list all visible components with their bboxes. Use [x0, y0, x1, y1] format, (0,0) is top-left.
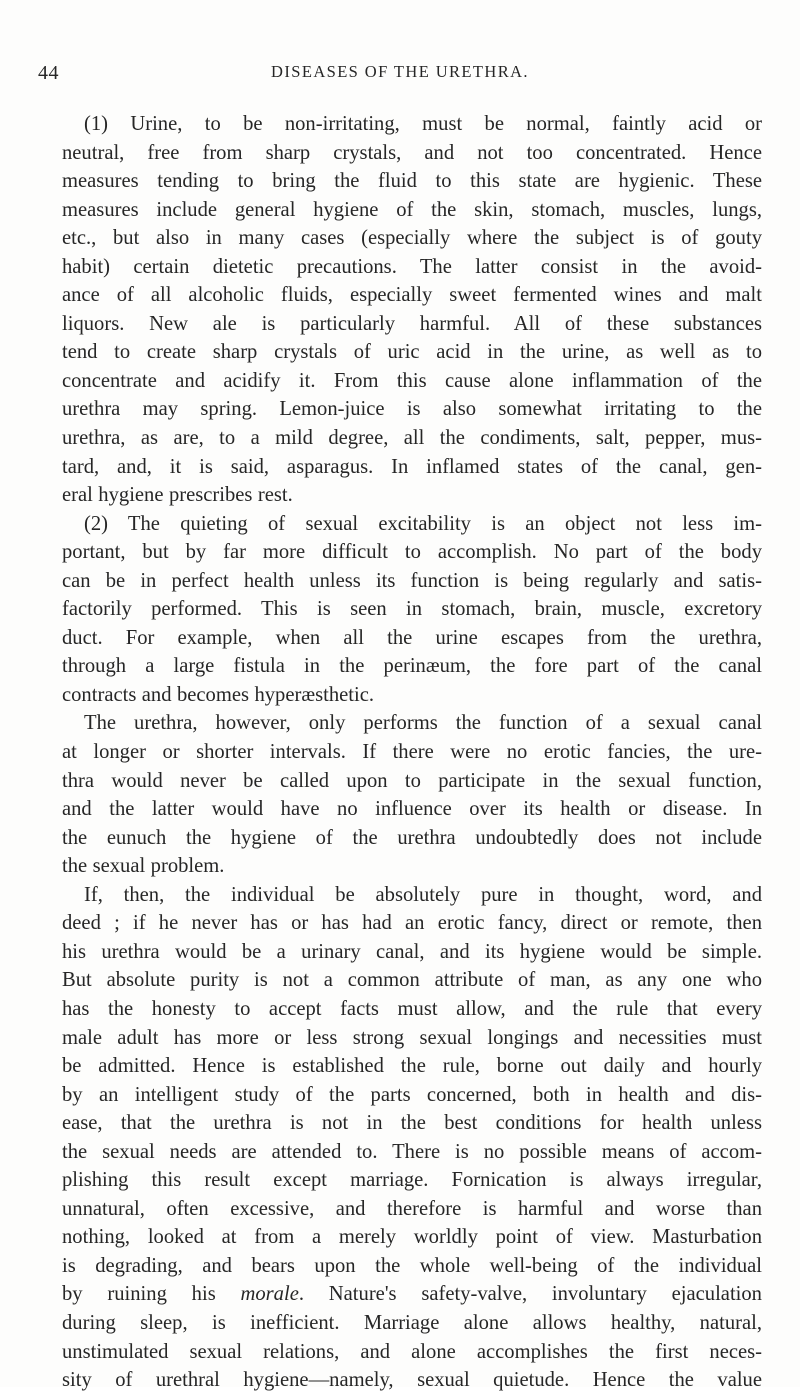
text-line: his urethra would be a urinary canal, and its hygiene would be simple.: [62, 940, 762, 963]
text-line: through a large fistula in the perinæum, the fore part of the canal: [62, 655, 762, 678]
text-line: habit) certain dietetic precautions. The latter consist in the avoid-: [62, 255, 762, 278]
text-line: deed ; if he never has or has had an erotic fancy, direct or remote, then: [62, 912, 762, 935]
text-line: eral hygiene prescribes rest.: [62, 484, 293, 507]
text-line: the eunuch the hygiene of the urethra undoubtedly does not include: [62, 826, 762, 849]
italic-word-morale: morale: [240, 1283, 299, 1306]
text-line: measures include general hygiene of the skin, stomach, muscles, lungs,: [62, 198, 762, 221]
text-line: urethra may spring. Lemon-juice is also somewhat irritating to the: [62, 398, 762, 421]
text-line: (2) The quieting of sexual excitability is an object not less im-: [84, 512, 762, 535]
text-line: is degrading, and bears upon the whole well-being of the individual: [62, 1254, 762, 1277]
text-line: neutral, free from sharp crystals, and not too concentrated. Hence: [62, 141, 762, 164]
text-line: concentrate and acidify it. From this cause alone inflammation of the: [62, 369, 762, 392]
paragraph-sexual-excitability: [62, 510, 762, 710]
text-line: tard, and, it is said, asparagus. In inflamed states of the canal, gen-: [62, 455, 762, 478]
text-line: be admitted. Hence is established the rule, borne out daily and hourly: [62, 1055, 762, 1078]
page-header: [38, 62, 762, 88]
text-line: liquors. New ale is particularly harmful. All of these substances: [62, 312, 762, 335]
text-line: can be in perfect health unless its function is being regularly and satis-: [62, 569, 762, 592]
text-line: factorily performed. This is seen in stomach, brain, muscle, excretory: [62, 598, 762, 621]
text-line: If, then, the individual be absolutely pure in thought, word, and: [84, 883, 762, 906]
text-line: ance of all alcoholic fluids, especially sweet fermented wines and malt: [62, 284, 762, 307]
text-line: unstimulated sexual relations, and alone accomplishes the first neces-: [62, 1340, 762, 1363]
text-line: plishing this result except marriage. Fornication is always irregular,: [62, 1169, 762, 1192]
text-line: tend to create sharp crystals of uric acid in the urine, as well as to: [62, 341, 762, 364]
running-head: DISEASES OF THE URETHRA.: [271, 62, 529, 81]
text-line: measures tending to bring the fluid to this state are hygienic. These: [62, 170, 762, 193]
text-line: the sexual needs are attended to. There is no possible means of accom-: [62, 1140, 762, 1163]
text-line: contracts and becomes hyperæsthetic.: [62, 683, 374, 706]
text-line: has the honesty to accept facts must allow, and the rule that every: [62, 997, 762, 1020]
text-line: by an intelligent study of the parts concerned, both in health and dis-: [62, 1083, 762, 1106]
text-line: etc., but also in many cases (especially where the subject is of gouty: [62, 227, 762, 250]
text-line-with-italic: [62, 1280, 762, 1309]
text-line: urethra, as are, to a mild degree, all the condiments, salt, pepper, mus-: [62, 427, 762, 450]
paragraph-urine: [62, 110, 762, 510]
text-fragment: by ruining his: [62, 1283, 241, 1306]
text-line: at longer or shorter intervals. If there were no erotic fancies, the ure-: [62, 741, 762, 764]
text-line: thra would never be called upon to participate in the sexual function,: [62, 769, 762, 792]
text-line: unnatural, often excessive, and therefore is harmful and worse than: [62, 1197, 762, 1220]
paragraph-urethra-function: [62, 709, 762, 880]
page-number: 44: [38, 62, 59, 84]
text-line: the sexual problem.: [62, 855, 225, 878]
text-line: and the latter would have no influence over its health or disease. In: [62, 798, 762, 821]
text-line: male adult has more or less strong sexual longings and necessities must: [62, 1026, 762, 1049]
paragraph-purity: [62, 881, 762, 1395]
text-line: But absolute purity is not a common attribute of man, as any one who: [62, 969, 762, 992]
text-fragment: . Nature's safety-valve, involuntary ejaculation: [298, 1283, 762, 1306]
text-line: portant, but by far more difficult to accomplish. No part of the body: [62, 541, 762, 564]
body-text: [62, 110, 762, 1395]
text-line: during sleep, is inefficient. Marriage alone allows healthy, natural,: [62, 1311, 762, 1334]
text-line: (1) Urine, to be non-irritating, must be normal, faintly acid or: [84, 113, 762, 135]
text-line: sity of urethral hygiene—namely, sexual quietude. Hence the value: [62, 1369, 762, 1392]
text-line: The urethra, however, only performs the function of a sexual canal: [84, 712, 762, 735]
text-line: nothing, looked at from a merely worldly point of view. Masturbation: [62, 1226, 762, 1249]
text-line: ease, that the urethra is not in the best conditions for health unless: [62, 1112, 762, 1135]
text-line: duct. For example, when all the urine escapes from the urethra,: [62, 626, 762, 649]
